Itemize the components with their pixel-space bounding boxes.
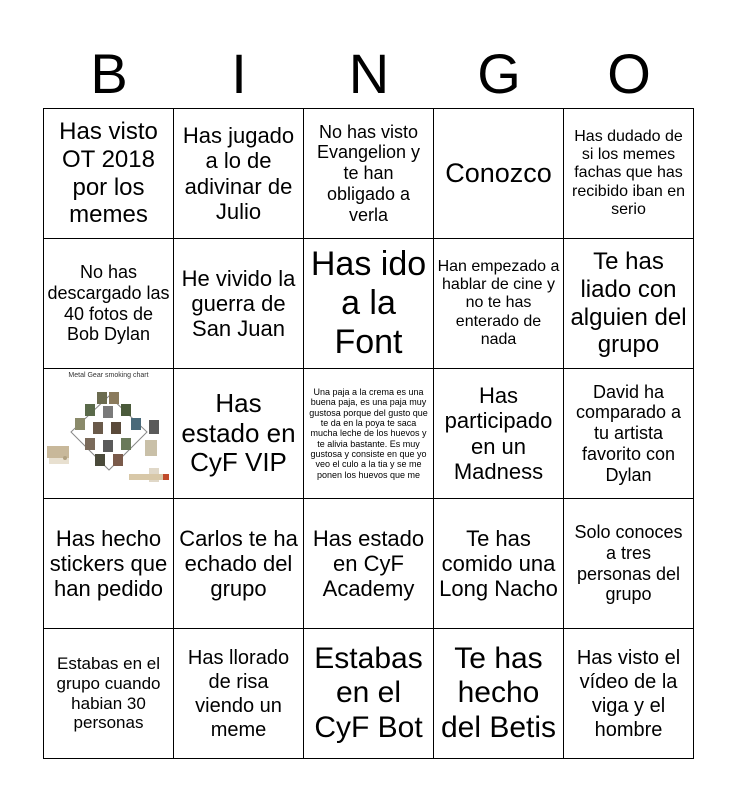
bingo-row xyxy=(44,239,694,369)
bingo-cell[interactable]: Una paja a la crema es una buena paja, es una paja muy gustosa porque del gusto que te da en la poya te saca mucha leche de los huevos y te alivia bastante. Es muy gustosa y consiste en que yo veo el culo a la tia y se me ponen los huevos que me xyxy=(304,369,434,499)
title-letter-o: O xyxy=(607,42,651,105)
bingo-cell[interactable]: Te has comido una Long Nacho xyxy=(434,499,564,629)
bingo-cell[interactable]: Estabas en el CyF Bot xyxy=(304,629,434,759)
bingo-cell[interactable]: Has estado en CyF VIP xyxy=(174,369,304,499)
bingo-cell[interactable]: Has visto OT 2018 por los memes xyxy=(44,109,174,239)
bingo-cell[interactable]: Conozco xyxy=(434,109,564,239)
bingo-cell[interactable]: David ha comparado a tu artista favorito con Dylan xyxy=(564,369,694,499)
title-letter-i: I xyxy=(231,42,247,105)
bingo-cell[interactable]: Carlos te ha echado del grupo xyxy=(174,499,304,629)
bingo-cell[interactable]: Has hecho stickers que han pedido xyxy=(44,499,174,629)
bingo-cell[interactable]: Has estado en CyF Academy xyxy=(304,499,434,629)
bingo-cell-image[interactable] xyxy=(44,369,174,499)
smoking-chart-icon xyxy=(45,370,173,498)
bingo-cell[interactable]: Estabas en el grupo cuando habian 30 personas xyxy=(44,629,174,759)
bingo-title xyxy=(44,44,694,104)
bingo-cell[interactable]: Te has hecho del Betis xyxy=(434,629,564,759)
title-letter-b: B xyxy=(90,42,128,105)
bingo-cell[interactable]: Te has liado con alguien del grupo xyxy=(564,239,694,369)
bingo-row xyxy=(44,109,694,239)
bingo-cell[interactable]: No has visto Evangelion y te han obligado a verla xyxy=(304,109,434,239)
bingo-row xyxy=(44,369,694,499)
title-letter-n: N xyxy=(348,42,390,105)
bingo-row xyxy=(44,499,694,629)
smoking-chart-image xyxy=(45,370,173,498)
bingo-cell[interactable]: Has jugado a lo de adivinar de Julio xyxy=(174,109,304,239)
bingo-cell[interactable]: He vivido la guerra de San Juan xyxy=(174,239,304,369)
bingo-cell[interactable]: Has ido a la Font xyxy=(304,239,434,369)
bingo-cell[interactable]: Has visto el vídeo de la viga y el hombre xyxy=(564,629,694,759)
chart-caption: Metal Gear smoking chart xyxy=(68,371,149,379)
bingo-cell[interactable]: Has llorado de risa viendo un meme xyxy=(174,629,304,759)
bingo-card xyxy=(43,108,694,759)
bingo-cell[interactable]: No has descargado las 40 fotos de Bob Dylan xyxy=(44,239,174,369)
bingo-cell[interactable]: Han empezado a hablar de cine y no te has enterado de nada xyxy=(434,239,564,369)
bingo-cell[interactable]: Has participado en un Madness xyxy=(434,369,564,499)
bingo-row xyxy=(44,629,694,759)
title-letter-g: G xyxy=(477,42,521,105)
bingo-cell[interactable]: Has dudado de si los memes fachas que has recibido iban en serio xyxy=(564,109,694,239)
bingo-cell[interactable]: Solo conoces a tres personas del grupo xyxy=(564,499,694,629)
